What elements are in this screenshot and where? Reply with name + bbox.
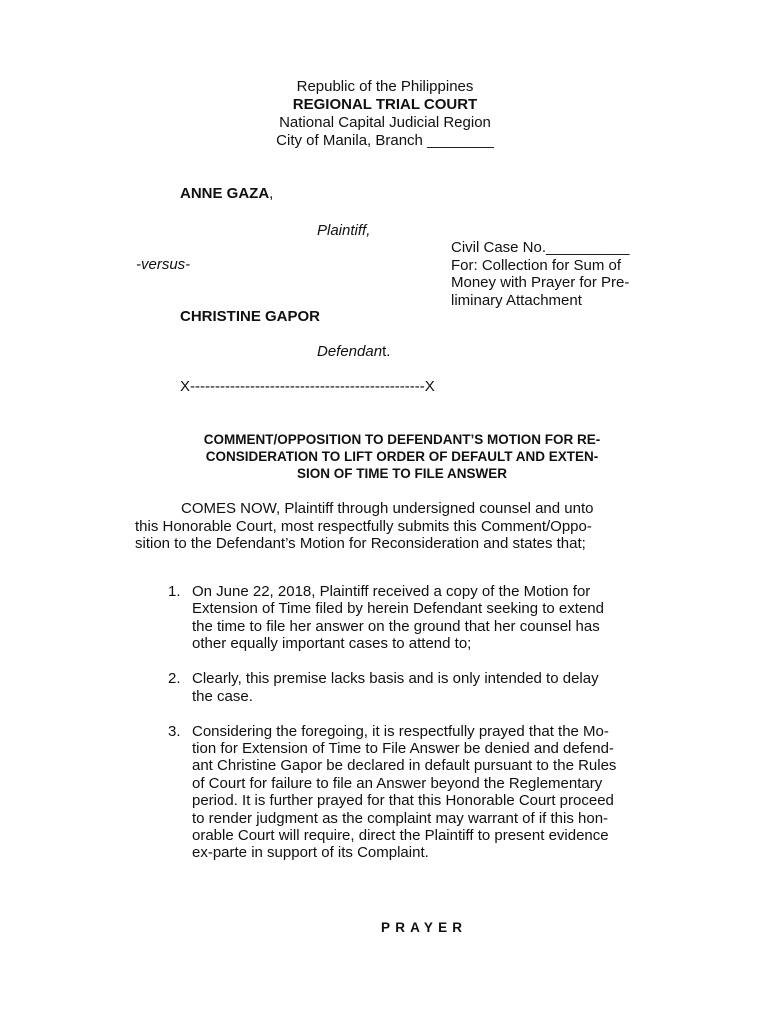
document-title <box>135 431 669 482</box>
header-court-name: REGIONAL TRIAL COURT <box>292 96 478 113</box>
case-nature-1: For: Collection for Sum of <box>451 256 622 274</box>
item-line: tion for Extension of Time to File Answer be denied and defend- <box>192 740 614 758</box>
defendant-label-suffix: t. <box>382 343 391 360</box>
numbered-list <box>160 583 680 879</box>
item-number: 1. <box>168 583 181 600</box>
plaintiff-name-line <box>180 185 273 202</box>
item-line: Extension of Time filed by herein Defendant seeking to extend <box>192 600 604 618</box>
list-item <box>160 723 680 862</box>
list-item <box>160 583 680 653</box>
defendant-name: CHRISTINE GAPOR <box>180 308 321 325</box>
defendant-label-line <box>317 343 390 360</box>
case-number: Civil Case No.__________ <box>451 239 630 256</box>
item-line: period. It is further prayed for that this Honorable Court proceed <box>192 792 614 810</box>
case-nature-2: Money with Prayer for Pre- <box>451 274 630 291</box>
item-line: ant Christine Gapor be declared in default pursuant to the Rules <box>192 757 617 775</box>
court-header <box>180 78 590 150</box>
item-line: ex-parte in support of its Complaint. <box>192 844 429 862</box>
case-info <box>451 239 629 309</box>
intro-line: COMES NOW, Plaintiff through undersigned counsel and unto <box>181 500 594 517</box>
defendant-label: Defendan <box>317 343 383 360</box>
item-line: of Court for failure to file an Answer beyond the Reglementary <box>192 774 603 792</box>
item-line: to render judgment as the complaint may warrant of if this hon- <box>192 809 609 827</box>
item-number: 2. <box>168 670 181 688</box>
item-line: the case. <box>192 687 253 705</box>
header-branch: City of Manila, Branch ________ <box>276 132 494 149</box>
case-nature-3: liminary Attachment <box>451 291 582 309</box>
title-line: SION OF TIME TO FILE ANSWER <box>296 466 507 481</box>
list-item <box>160 670 680 705</box>
intro-paragraph <box>135 500 680 553</box>
caption-separator: X-----------------------------------------------X <box>180 378 435 395</box>
item-line: Considering the foregoing, it is respectfully prayed that the Mo- <box>192 722 609 740</box>
item-line: the time to file her answer on the ground that her counsel has <box>192 617 600 635</box>
plaintiff-name: ANNE GAZA <box>180 185 270 202</box>
item-number: 3. <box>168 722 181 740</box>
prayer-heading: PRAYER <box>381 920 468 935</box>
versus-label: -versus- <box>136 256 191 273</box>
plaintiff-comma: , <box>269 185 274 202</box>
item-line: other equally important cases to attend to; <box>192 635 472 653</box>
header-region: National Capital Judicial Region <box>279 114 491 131</box>
plaintiff-label: Plaintiff, <box>317 222 371 239</box>
title-line: CONSIDERATION TO LIFT ORDER OF DEFAULT AND EXTEN- <box>205 449 599 464</box>
item-line: On June 22, 2018, Plaintiff received a copy of the Motion for <box>192 583 591 600</box>
item-line: Clearly, this premise lacks basis and is only intended to delay <box>192 670 599 688</box>
intro-line: this Honorable Court, most respectfully submits this Comment/Oppo- <box>135 517 592 535</box>
title-line: COMMENT/OPPOSITION TO DEFENDANT’S MOTION FOR RE- <box>203 432 601 447</box>
intro-line: sition to the Defendant’s Motion for Reconsideration and states that; <box>135 535 586 552</box>
item-line: orable Court will require, direct the Plaintiff to present evidence <box>192 827 609 845</box>
header-republic: Republic of the Philippines <box>296 78 474 95</box>
